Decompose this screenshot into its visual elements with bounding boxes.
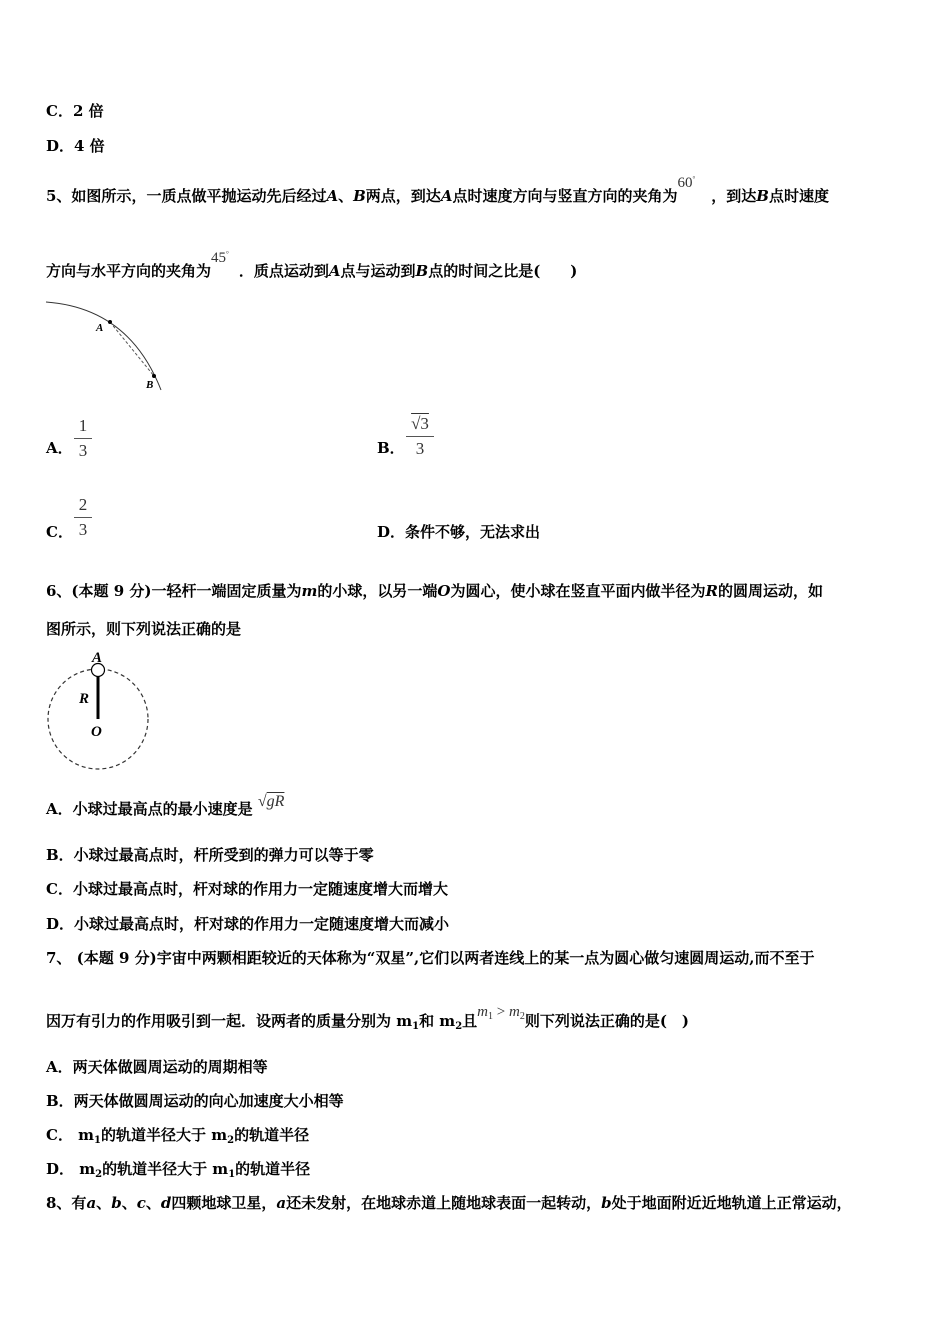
q7-subscript: 1 [412,1021,420,1032]
q6-fig-label-a: A [92,650,103,666]
q7-inequality: $m_1 > m_2$ [477,1004,525,1022]
q4-option-c: C．2 倍 [46,102,104,120]
q6-option-d: D．小球过最高点时，杆对球的作用力一定随速度增大而减小 [46,915,450,933]
q6-var-r: R [705,582,718,600]
q4-option-d: D．4 倍 [46,137,105,155]
q6-option-a-text: A．小球过最高点的最小速度是 [46,800,253,818]
q7-option-b: B．两天体做圆周运动的向心加速度大小相等 [46,1092,344,1110]
q5-text: 5、如图所示，一质点做平抛运动先后经过 [46,187,327,205]
q5-var-b: B [353,187,366,205]
q6-text: 的圆周运动，如 [717,582,823,600]
q6-text: 的小球，以另一端 [317,582,438,600]
q7-text: 则下列说法正确的是( ) [524,1012,690,1030]
q5-option-a-label: A． [46,439,73,457]
q5-angle-60: 60° [677,175,696,191]
q6-stem-line2: 图所示，则下列说法正确的是 [46,620,242,638]
q5-text: 两点，到达 [365,187,441,205]
q7-text: 和 m [419,1012,456,1030]
q7-option-a: A．两天体做圆周运动的周期相等 [46,1058,268,1076]
q5-point-a [108,320,112,324]
q5-option-d: D．条件不够，无法求出 [377,523,541,541]
q5-chord-dashed [110,322,154,376]
q5-var-a: A [328,262,341,280]
q5-point-b [152,374,156,378]
q7-stem-line1: 7、 (本题 9 分)宇宙中两颗相距较近的天体称为“双星”,它们以两者连线上的某一点为圆心做匀速圆周运动,而不至于 [46,949,815,967]
q7-stem-line2 [46,1004,690,1034]
q6-text: 6、(本题 9 分)一轻杆一端固定质量为 [46,582,302,600]
q7-text: 因万有引力的作用吸引到一起．设两者的质量分别为 m [46,1012,413,1030]
q5-text: 点时速度方向与竖直方向的夹角为 [452,187,678,205]
q5-option-b-fraction: √3 3 [406,414,434,459]
q6-var-o: O [437,582,451,600]
q6-text: 为圆心，使小球在竖直平面内做半径为 [450,582,706,600]
q5-angle-45: 45° [211,250,229,266]
q5-option-c-label: C． [46,523,73,541]
q5-text: 点与运动到 [340,262,416,280]
q6-option-c: C．小球过最高点时，杆对球的作用力一定随速度增大而增大 [46,880,448,898]
q5-text: 点的时间之比是( ) [428,262,578,280]
q5-text: 、 [338,187,354,205]
q5-stem-line2 [46,250,578,282]
q5-stem-line1 [46,175,829,207]
q6-circle-figure [44,646,154,774]
q5-fig-label-b: B [146,379,154,391]
q7-subscript: 2 [455,1021,463,1032]
q5-text: 方向与水平方向的夹角为 [46,262,212,280]
q6-option-a-math: √gR [257,793,285,810]
q5-var-b: B [415,262,429,280]
q5-option-a-fraction: 1 3 [74,416,92,461]
q5-var-a: A [440,187,453,205]
q7-option-d: D． $m_2$的轨道半径大于 $m_1$的轨道半径 [46,1160,311,1180]
q5-var-a: A [326,187,339,205]
q5-text: ，到达 [711,187,757,205]
q6-fig-label-r: R [79,691,90,707]
q6-option-b: B．小球过最高点时，杆所受到的弹力可以等于零 [46,846,374,864]
q5-trajectory-curve [46,302,161,390]
q7-option-c: C． $m_1$的轨道半径大于 $m_2$的轨道半径 [46,1126,310,1146]
q5-text: ．质点运动到 [238,262,329,280]
q5-option-c-fraction: 2 3 [74,495,92,540]
q7-text: 且 [462,1012,478,1030]
q5-text: 点时速度 [768,187,829,205]
q6-var-m: m [301,582,318,600]
q6-option-a [46,793,285,820]
q5-fig-label-a: A [96,322,104,334]
q5-var-b: B [756,187,769,205]
q6-fig-label-o: O [91,724,102,740]
q8-stem-line1: 8、有a、b、c、d四颗地球卫星，a还未发射，在地球赤道上随地球表面一起转动，b处于地面附近近地轨道上正常运动， [46,1194,852,1212]
q5-trajectory-figure [44,298,169,398]
q5-option-b-label: B． [377,439,405,457]
q6-stem-line1 [46,581,823,601]
